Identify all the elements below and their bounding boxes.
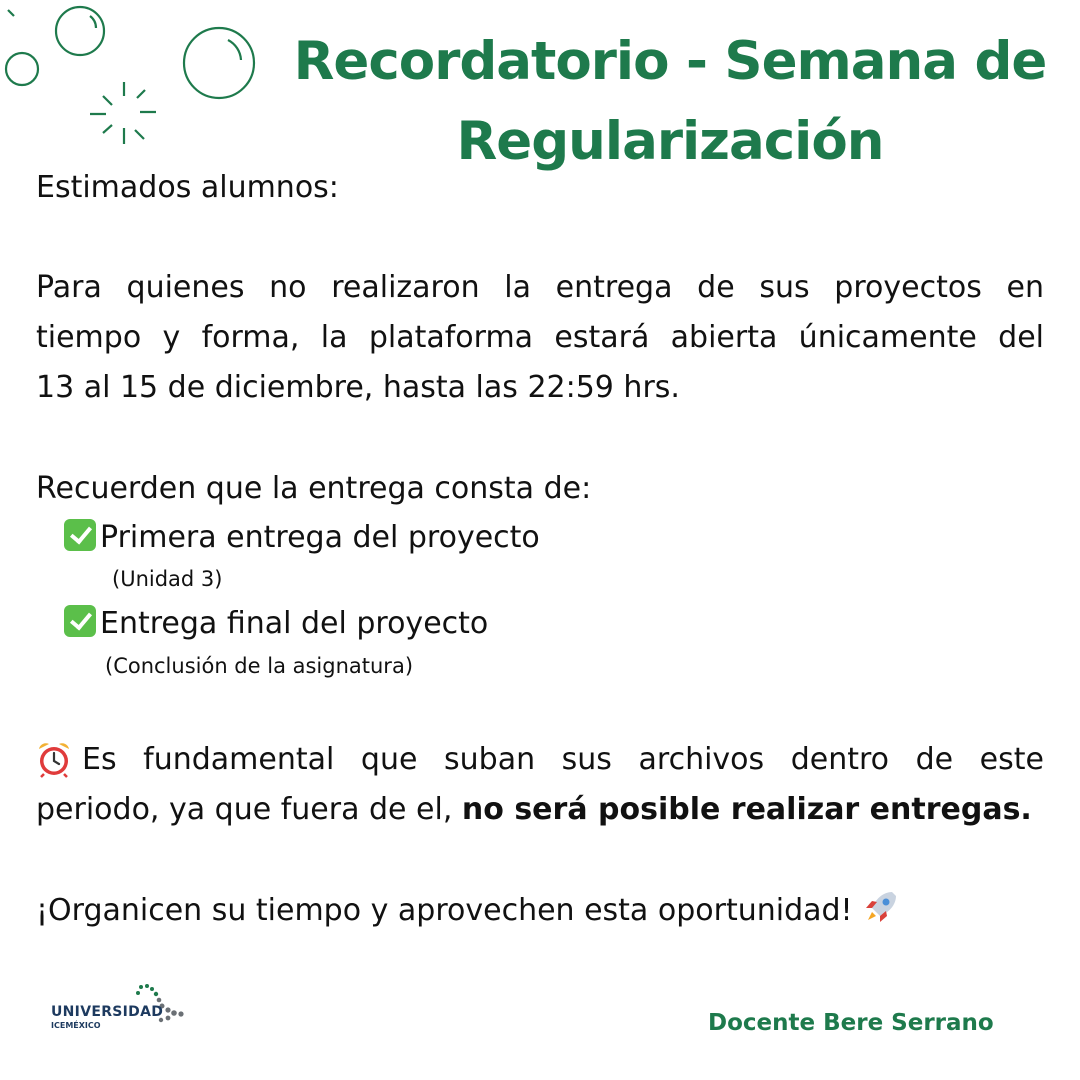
logo-name: UNIVERSIDAD [51, 1004, 164, 1020]
page-title: Recordatorio - Semana de Regularización [293, 31, 1047, 172]
bubble-decoration [0, 0, 260, 160]
paragraph-line: 13 al 15 de diciembre, hasta las 22:59 hrs. [36, 370, 680, 405]
list-item-label: Primera entrega del proyecto [100, 520, 540, 555]
university-logo [40, 978, 200, 1048]
warning-line [36, 785, 1044, 835]
logo-sub: ICEMÉXICO [51, 1021, 101, 1030]
list-item-note: (Unidad 3) [112, 567, 223, 591]
paragraph-line: tiempo y forma, la plataforma estará abierta únicamente del [36, 320, 1044, 355]
list-item [64, 513, 864, 563]
warning-text: periodo, ya que fuera de el, [36, 792, 462, 827]
signature: Docente Bere Serrano [708, 1010, 994, 1036]
alarm-clock-icon [36, 740, 72, 778]
closing-text: ¡Organicen su tiempo y aprovechen esta oportunidad! [36, 893, 853, 928]
list-item-label: Entrega final del proyecto [100, 606, 489, 641]
list-intro: Recuerden que la entrega consta de: [36, 471, 592, 506]
warning-line: Es fundamental que suban sus archivos dentro de este [82, 742, 1044, 777]
rocket-icon [862, 888, 900, 926]
check-icon [64, 605, 96, 637]
list-item [64, 599, 864, 649]
greeting: Estimados alumnos: [36, 170, 339, 205]
check-icon [64, 519, 96, 551]
list-item-note: (Conclusión de la asignatura) [105, 654, 414, 678]
paragraph-line: Para quienes no realizaron la entrega de sus proyectos en [36, 270, 1044, 305]
warning-emphasis: no será posible realizar entregas. [461, 792, 1032, 827]
closing [36, 886, 900, 936]
